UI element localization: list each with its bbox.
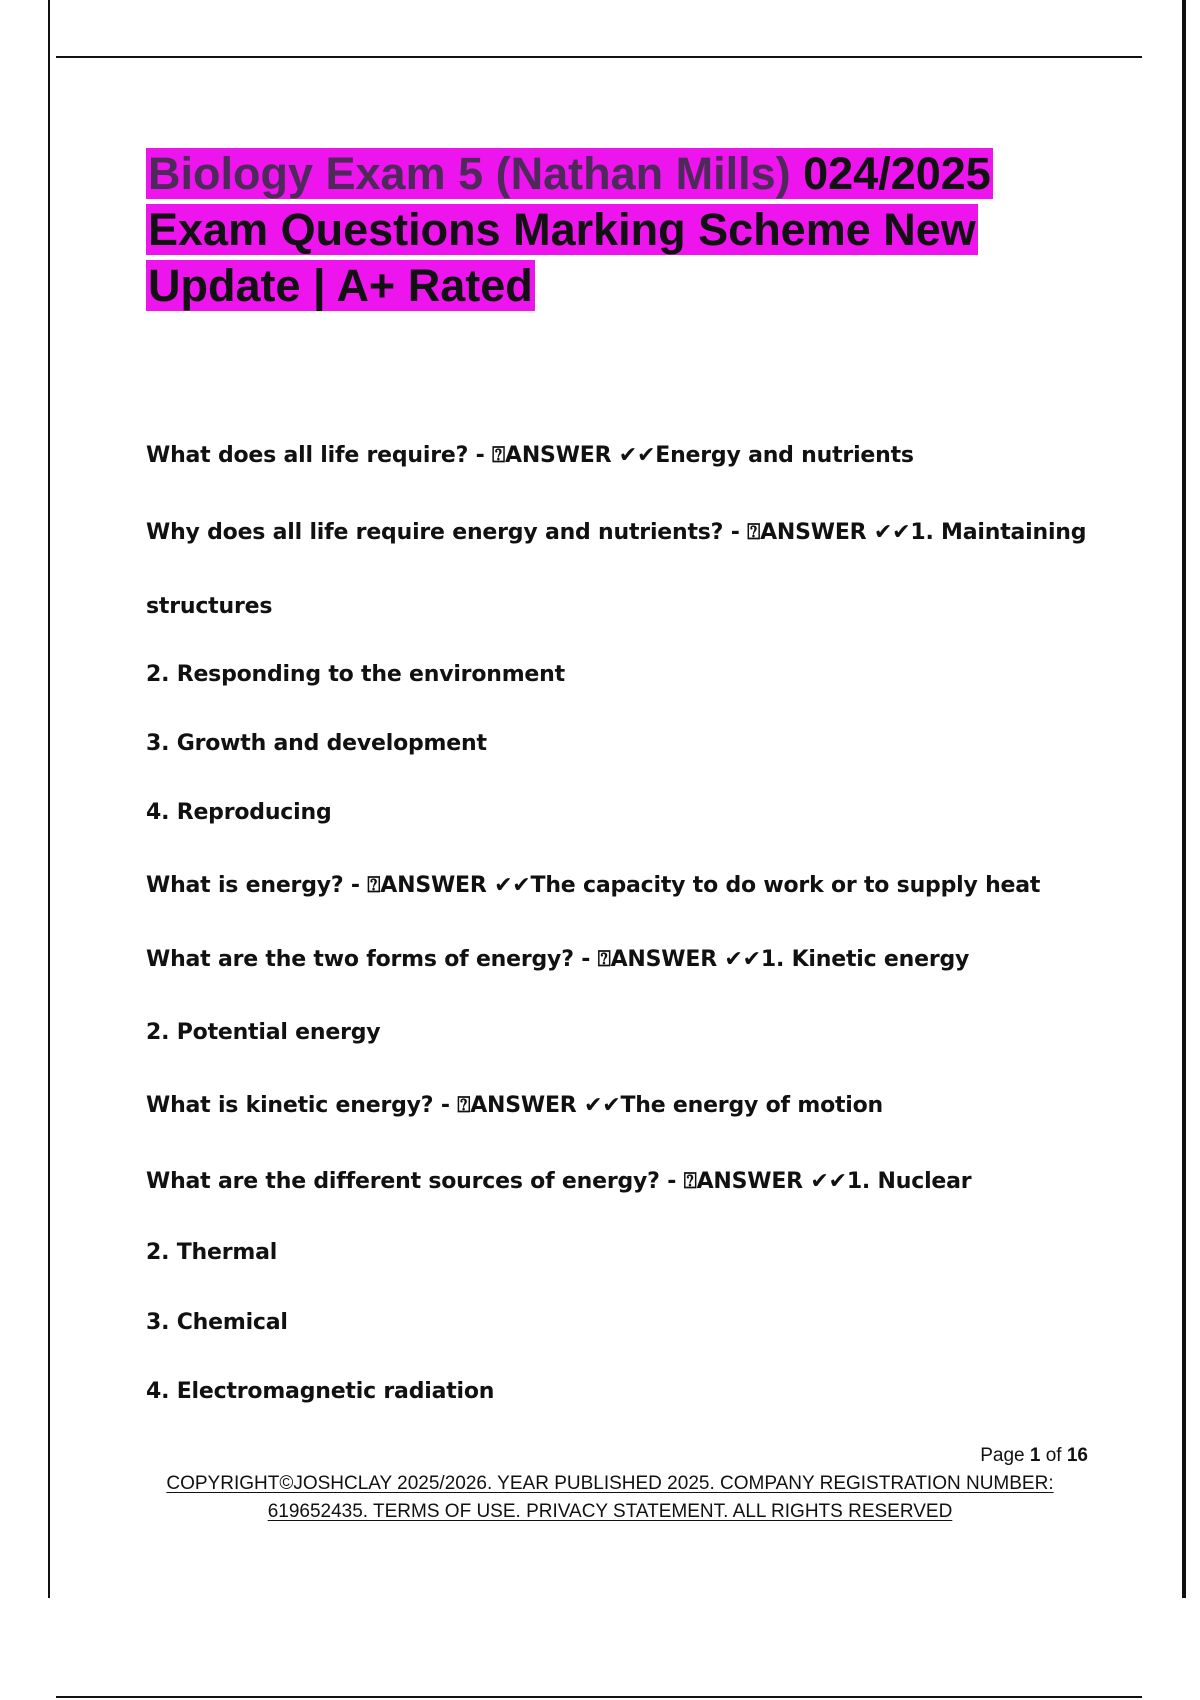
title-part-2: 024/2025 Exam Questions Marking Scheme New Update | A+ Rated: [148, 148, 991, 311]
copyright-footer: [140, 1470, 1080, 1526]
page-of: of: [1045, 1445, 1062, 1466]
qa-line-2: Why does all life require energy and nutrients? - ⍰ANSWER ✔✔1. Maintaining: [146, 520, 1087, 545]
next-page-rule: [56, 1696, 1142, 1698]
qa-line-10: What is kinetic energy? - ⍰ANSWER ✔✔The energy of motion: [146, 1093, 884, 1118]
qa-line-13: 3. Chemical: [146, 1310, 288, 1335]
header-rule: [56, 56, 1142, 58]
title-part-1: Biology Exam 5 (Nathan Mills): [148, 148, 791, 199]
qa-line-1: What does all life require? - ⍰ANSWER ✔✔Energy and nutrients: [146, 443, 914, 468]
footer-line-1: COPYRIGHT©JOSHCLAY 2025/2026. YEAR PUBLISHED 2025. COMPANY REGISTRATION NUMBER:: [166, 1473, 1054, 1494]
qa-line-7: What is energy? - ⍰ANSWER ✔✔The capacity to do work or to supply heat: [146, 873, 1041, 898]
qa-line-5: 3. Growth and development: [146, 731, 487, 756]
qa-line-9: 2. Potential energy: [146, 1020, 381, 1045]
page-total: 16: [1066, 1445, 1088, 1466]
qa-line-8: What are the two forms of energy? - ⍰ANSWER ✔✔1. Kinetic energy: [146, 947, 970, 972]
page-number: [980, 1445, 1088, 1467]
qa-line-12: 2. Thermal: [146, 1240, 278, 1265]
page-border-right: [1182, 0, 1186, 1598]
page-current: 1: [1029, 1445, 1041, 1466]
qa-line-14: 4. Electromagnetic radiation: [146, 1379, 495, 1404]
qa-line-4: 2. Responding to the environment: [146, 662, 565, 687]
footer-line-2: 619652435. TERMS OF USE. PRIVACY STATEMENT. ALL RIGHTS RESERVED: [267, 1501, 953, 1522]
document-title: [146, 146, 1076, 314]
qa-line-3: structures: [146, 594, 273, 619]
qa-line-11: What are the different sources of energy? - ⍰ANSWER ✔✔1. Nuclear: [146, 1169, 972, 1194]
page-label: Page: [980, 1445, 1025, 1466]
page-border-left: [48, 0, 50, 1598]
qa-line-6: 4. Reproducing: [146, 800, 332, 825]
